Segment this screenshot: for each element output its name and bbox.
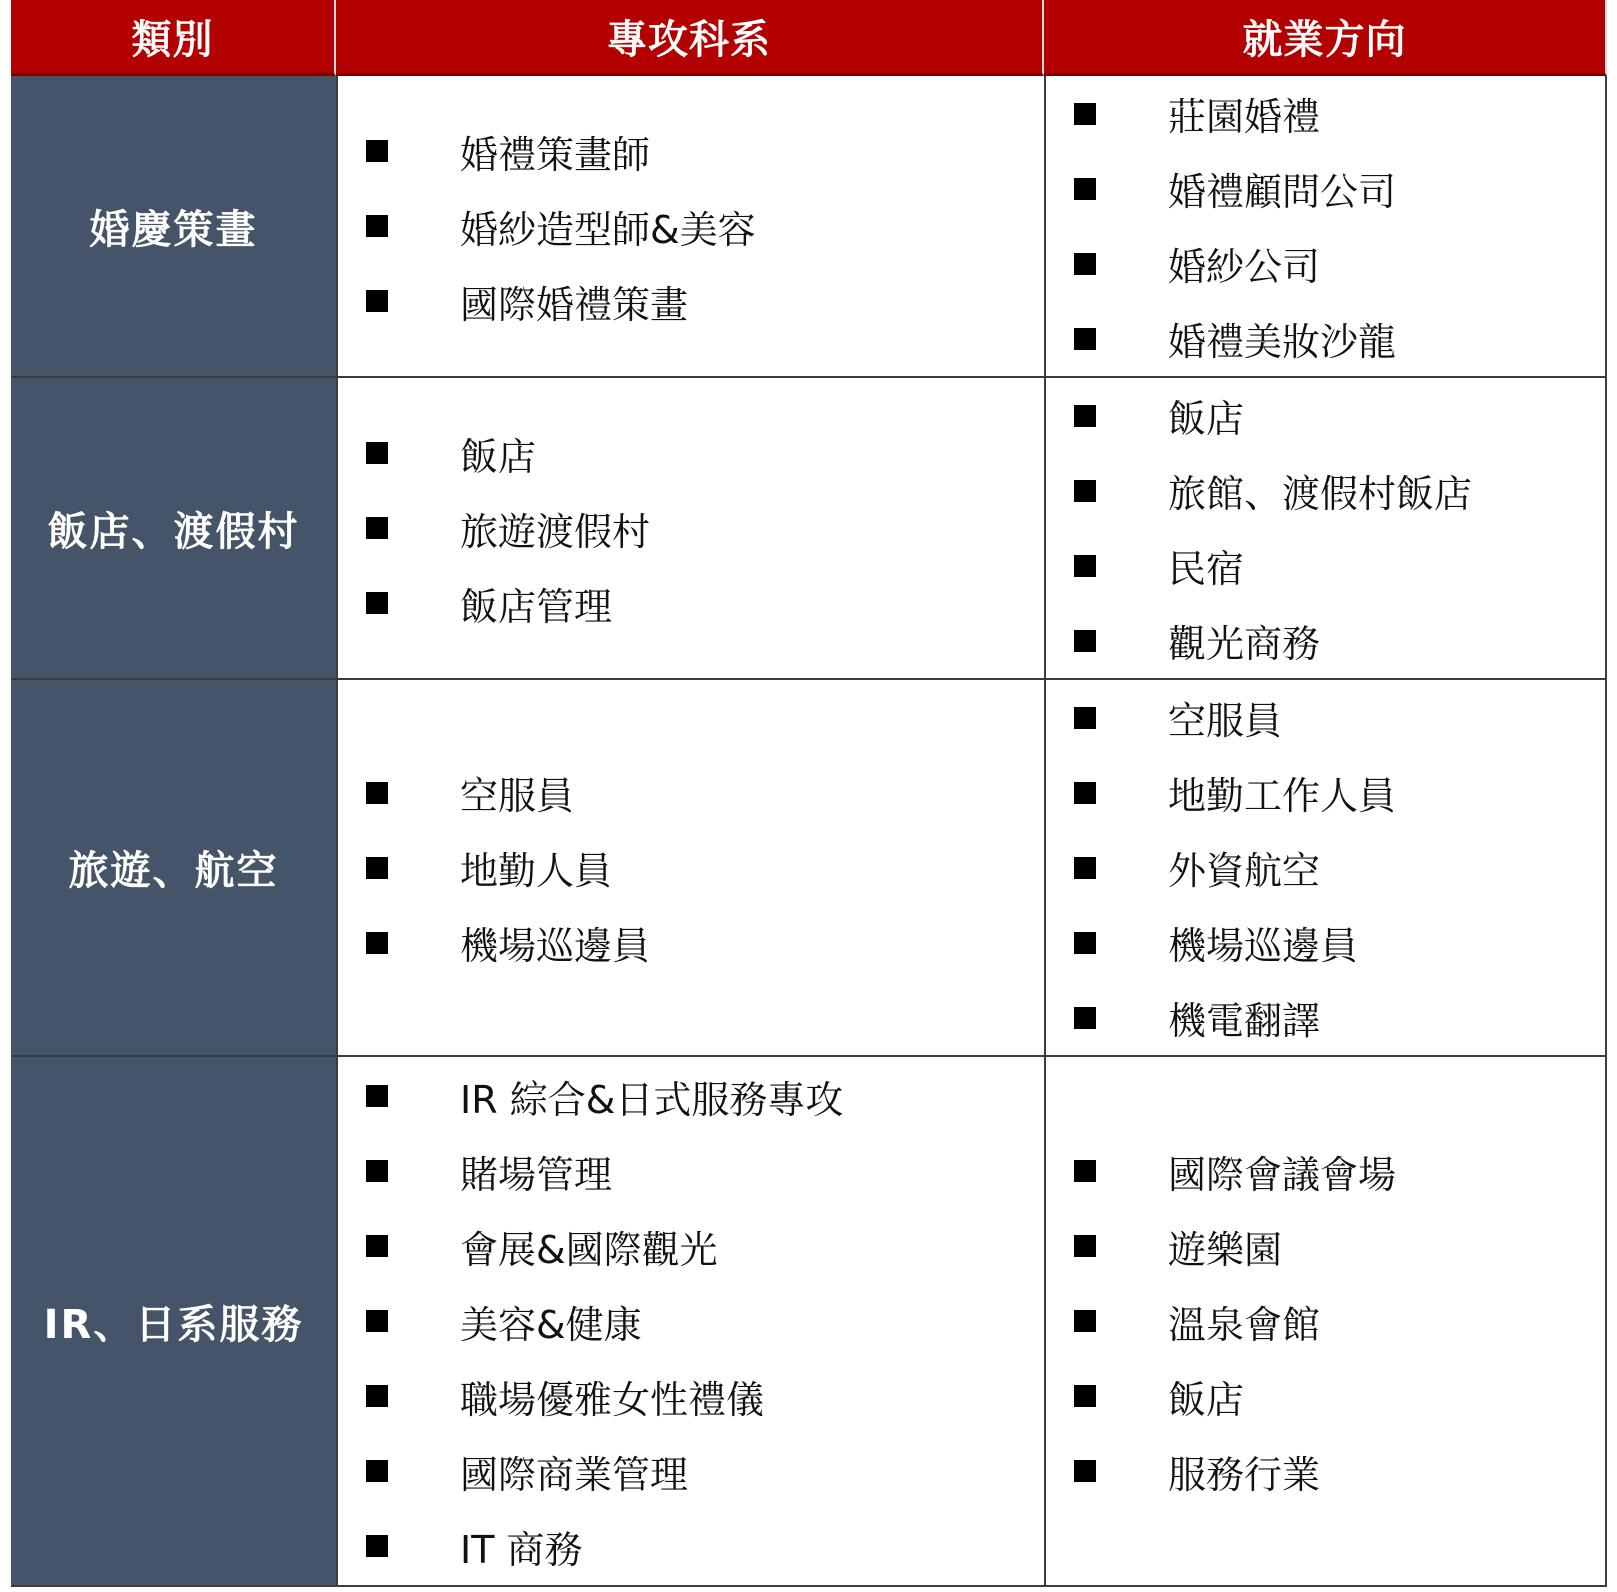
header-careers: 就業方向: [1044, 0, 1607, 76]
list-item: 機場巡邊員: [1046, 905, 1605, 980]
list-item: 旅遊渡假村: [338, 491, 1044, 566]
list-item: 旅館、渡假村飯店: [1046, 453, 1605, 528]
black-square-icon: [366, 517, 388, 539]
list-item: 飯店管理: [338, 566, 1044, 641]
list-item: IT 商務: [338, 1509, 1044, 1584]
black-square-icon: [366, 1460, 388, 1482]
black-square-icon: [1074, 555, 1096, 577]
list-item: 婚紗造型師&美容: [338, 189, 1044, 264]
black-square-icon: [366, 1310, 388, 1332]
list-item: 國際商業管理: [338, 1434, 1044, 1509]
list-item: 空服員: [1046, 680, 1605, 755]
black-square-icon: [366, 442, 388, 464]
list-item: 飯店: [1046, 1359, 1605, 1434]
black-square-icon: [1074, 405, 1096, 427]
black-square-icon: [1074, 1385, 1096, 1407]
header-category: 類別: [11, 0, 336, 76]
majors-list: [338, 416, 1044, 641]
list-item: 婚禮美妝沙龍: [1046, 301, 1605, 376]
black-square-icon: [1074, 857, 1096, 879]
list-item: 婚禮顧問公司: [1046, 151, 1605, 226]
careers-cell: [1044, 1057, 1607, 1587]
list-item: 服務行業: [1046, 1434, 1605, 1509]
list-item: 婚禮策畫師: [338, 114, 1044, 189]
black-square-icon: [366, 1235, 388, 1257]
black-square-icon: [1074, 103, 1096, 125]
list-item: 會展&國際觀光: [338, 1209, 1044, 1284]
black-square-icon: [1074, 782, 1096, 804]
header-majors: 專攻科系: [336, 0, 1044, 76]
list-item: 地勤工作人員: [1046, 755, 1605, 830]
black-square-icon: [1074, 707, 1096, 729]
careers-cell: [1044, 76, 1607, 378]
list-item: 觀光商務: [1046, 603, 1605, 678]
list-item: 賭場管理: [338, 1134, 1044, 1209]
list-item: 莊園婚禮: [1046, 76, 1605, 151]
black-square-icon: [1074, 1160, 1096, 1182]
careers-cell: [1044, 378, 1607, 680]
careers-list: [1046, 76, 1605, 376]
list-item: 溫泉會館: [1046, 1284, 1605, 1359]
list-item: 民宿: [1046, 528, 1605, 603]
list-item: 地勤人員: [338, 830, 1044, 905]
black-square-icon: [1074, 178, 1096, 200]
majors-list: [338, 755, 1044, 980]
majors-cell: [336, 1057, 1044, 1587]
list-item: 職場優雅女性禮儀: [338, 1359, 1044, 1434]
list-item: 外資航空: [1046, 830, 1605, 905]
black-square-icon: [1074, 480, 1096, 502]
list-item: 機電翻譯: [1046, 980, 1605, 1055]
list-item: 遊樂園: [1046, 1209, 1605, 1284]
black-square-icon: [366, 1160, 388, 1182]
black-square-icon: [366, 215, 388, 237]
list-item: IR 綜合&日式服務專攻: [338, 1059, 1044, 1134]
category-cell: 旅遊、航空: [11, 680, 336, 1057]
majors-list: [338, 1059, 1044, 1584]
black-square-icon: [366, 290, 388, 312]
careers-list: [1046, 1134, 1605, 1509]
black-square-icon: [366, 1385, 388, 1407]
black-square-icon: [366, 932, 388, 954]
list-item: 機場巡邊員: [338, 905, 1044, 980]
list-item: 飯店: [338, 416, 1044, 491]
black-square-icon: [366, 140, 388, 162]
career-table: [11, 0, 1607, 1587]
list-item: 國際會議會場: [1046, 1134, 1605, 1209]
category-cell: IR、日系服務: [11, 1057, 336, 1587]
careers-list: [1046, 378, 1605, 678]
black-square-icon: [1074, 630, 1096, 652]
black-square-icon: [366, 1535, 388, 1557]
black-square-icon: [1074, 1235, 1096, 1257]
black-square-icon: [1074, 253, 1096, 275]
list-item: 飯店: [1046, 378, 1605, 453]
list-item: 婚紗公司: [1046, 226, 1605, 301]
list-item: 美容&健康: [338, 1284, 1044, 1359]
category-cell: 飯店、渡假村: [11, 378, 336, 680]
majors-cell: [336, 378, 1044, 680]
majors-cell: [336, 680, 1044, 1057]
black-square-icon: [1074, 1460, 1096, 1482]
majors-list: [338, 114, 1044, 339]
black-square-icon: [1074, 932, 1096, 954]
majors-cell: [336, 76, 1044, 378]
black-square-icon: [366, 782, 388, 804]
black-square-icon: [1074, 1310, 1096, 1332]
list-item: 空服員: [338, 755, 1044, 830]
black-square-icon: [1074, 328, 1096, 350]
black-square-icon: [366, 1085, 388, 1107]
category-cell: 婚慶策畫: [11, 76, 336, 378]
black-square-icon: [366, 592, 388, 614]
black-square-icon: [366, 857, 388, 879]
black-square-icon: [1074, 1007, 1096, 1029]
list-item: 國際婚禮策畫: [338, 264, 1044, 339]
careers-cell: [1044, 680, 1607, 1057]
careers-list: [1046, 680, 1605, 1055]
